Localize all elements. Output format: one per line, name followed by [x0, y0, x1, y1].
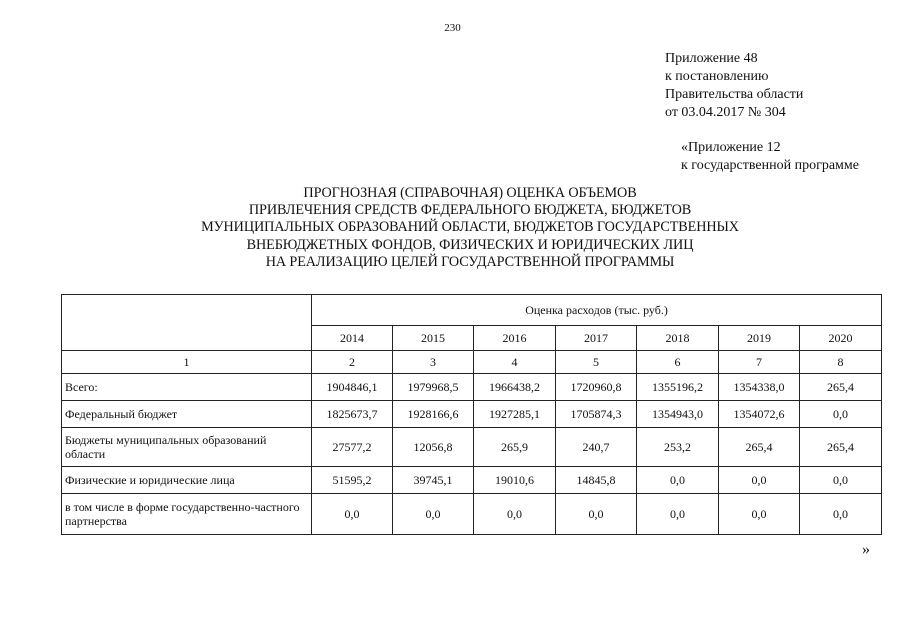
value-cell: 0,0: [637, 467, 719, 494]
value-cell: 14845,8: [556, 467, 637, 494]
value-cell: 0,0: [800, 401, 882, 428]
value-cell: 51595,2: [312, 467, 393, 494]
value-cell: 265,4: [800, 374, 882, 401]
row-label: Всего:: [62, 374, 312, 401]
row-label: Федеральный бюджет: [62, 401, 312, 428]
value-cell: 1928166,6: [393, 401, 474, 428]
column-number-cell: 5: [556, 351, 637, 374]
table-row-individuals: [62, 467, 882, 494]
table-row-municipal: [62, 428, 882, 467]
appendix-line: к постановлению: [665, 69, 769, 84]
table-column-number-row: [62, 351, 882, 374]
value-cell: 1720960,8: [556, 374, 637, 401]
appendix-sub-reference: [681, 139, 859, 175]
column-number-cell: 7: [719, 351, 800, 374]
table-header-row: [62, 295, 882, 326]
column-number-cell: 6: [637, 351, 719, 374]
funding-table: [61, 294, 882, 535]
appendix-reference: [665, 50, 803, 122]
appendix-sub-line: к государственной программе: [681, 158, 859, 173]
year-cell: 2017: [556, 326, 637, 351]
appendix-line: Правительства области: [665, 87, 804, 102]
value-cell: 12056,8: [393, 428, 474, 467]
year-cell: 2015: [393, 326, 474, 351]
column-number-cell: 1: [62, 351, 312, 374]
column-number-cell: 8: [800, 351, 882, 374]
value-cell: 19010,6: [474, 467, 556, 494]
header-group-cell: Оценка расходов (тыс. руб.): [312, 295, 882, 326]
value-cell: 27577,2: [312, 428, 393, 467]
year-cell: 2019: [719, 326, 800, 351]
appendix-sub-line: «Приложение 12: [681, 140, 781, 155]
row-label: в том числе в форме государственно-частного партнерства: [62, 494, 312, 535]
table-row-ppp: [62, 494, 882, 535]
title-line: ВНЕБЮДЖЕТНЫХ ФОНДОВ, ФИЗИЧЕСКИХ И ЮРИДИЧЕСКИХ ЛИЦ: [246, 236, 694, 253]
column-number-cell: 2: [312, 351, 393, 374]
value-cell: 1825673,7: [312, 401, 393, 428]
value-cell: 1979968,5: [393, 374, 474, 401]
row-label: Бюджеты муниципальных образований области: [62, 428, 312, 467]
title-line: МУНИЦИПАЛЬНЫХ ОБРАЗОВАНИЙ ОБЛАСТИ, БЮДЖЕТОВ ГОСУДАРСТВЕННЫХ: [201, 219, 739, 236]
table-row-total: [62, 374, 882, 401]
title-line: НА РЕАЛИЗАЦИЮ ЦЕЛЕЙ ГОСУДАРСТВЕННОЙ ПРОГРАММЫ: [265, 253, 675, 270]
value-cell: 0,0: [800, 467, 882, 494]
value-cell: 0,0: [474, 494, 556, 535]
page-number: 230: [444, 22, 461, 34]
appendix-line: от 03.04.2017 № 304: [665, 105, 786, 120]
year-cell: 2014: [312, 326, 393, 351]
value-cell: 0,0: [393, 494, 474, 535]
row-label: Физические и юридические лица: [62, 467, 312, 494]
title-line: ПРИВЛЕЧЕНИЯ СРЕДСТВ ФЕДЕРАЛЬНОГО БЮДЖЕТА, БЮДЖЕТОВ: [248, 202, 692, 219]
value-cell: 253,2: [637, 428, 719, 467]
value-cell: 1355196,2: [637, 374, 719, 401]
value-cell: 1354338,0: [719, 374, 800, 401]
value-cell: 265,9: [474, 428, 556, 467]
appendix-line: Приложение 48: [665, 51, 758, 66]
table-row-federal: [62, 401, 882, 428]
value-cell: 1354072,6: [719, 401, 800, 428]
column-number-cell: 3: [393, 351, 474, 374]
value-cell: 1354943,0: [637, 401, 719, 428]
value-cell: 0,0: [719, 494, 800, 535]
document-title: [160, 185, 780, 271]
value-cell: 1705874,3: [556, 401, 637, 428]
value-cell: 1904846,1: [312, 374, 393, 401]
year-cell: 2016: [474, 326, 556, 351]
value-cell: 265,4: [800, 428, 882, 467]
value-cell: 0,0: [800, 494, 882, 535]
title-line: ПРОГНОЗНАЯ (СПРАВОЧНАЯ) ОЦЕНКА ОБЪЕМОВ: [303, 185, 637, 201]
closing-quote: »: [862, 541, 870, 558]
header-empty-cell: [62, 295, 312, 351]
value-cell: 1966438,2: [474, 374, 556, 401]
value-cell: 0,0: [556, 494, 637, 535]
value-cell: 0,0: [637, 494, 719, 535]
value-cell: 265,4: [719, 428, 800, 467]
value-cell: 0,0: [719, 467, 800, 494]
value-cell: 240,7: [556, 428, 637, 467]
year-cell: 2020: [800, 326, 882, 351]
value-cell: 1927285,1: [474, 401, 556, 428]
column-number-cell: 4: [474, 351, 556, 374]
year-cell: 2018: [637, 326, 719, 351]
value-cell: 39745,1: [393, 467, 474, 494]
value-cell: 0,0: [312, 494, 393, 535]
